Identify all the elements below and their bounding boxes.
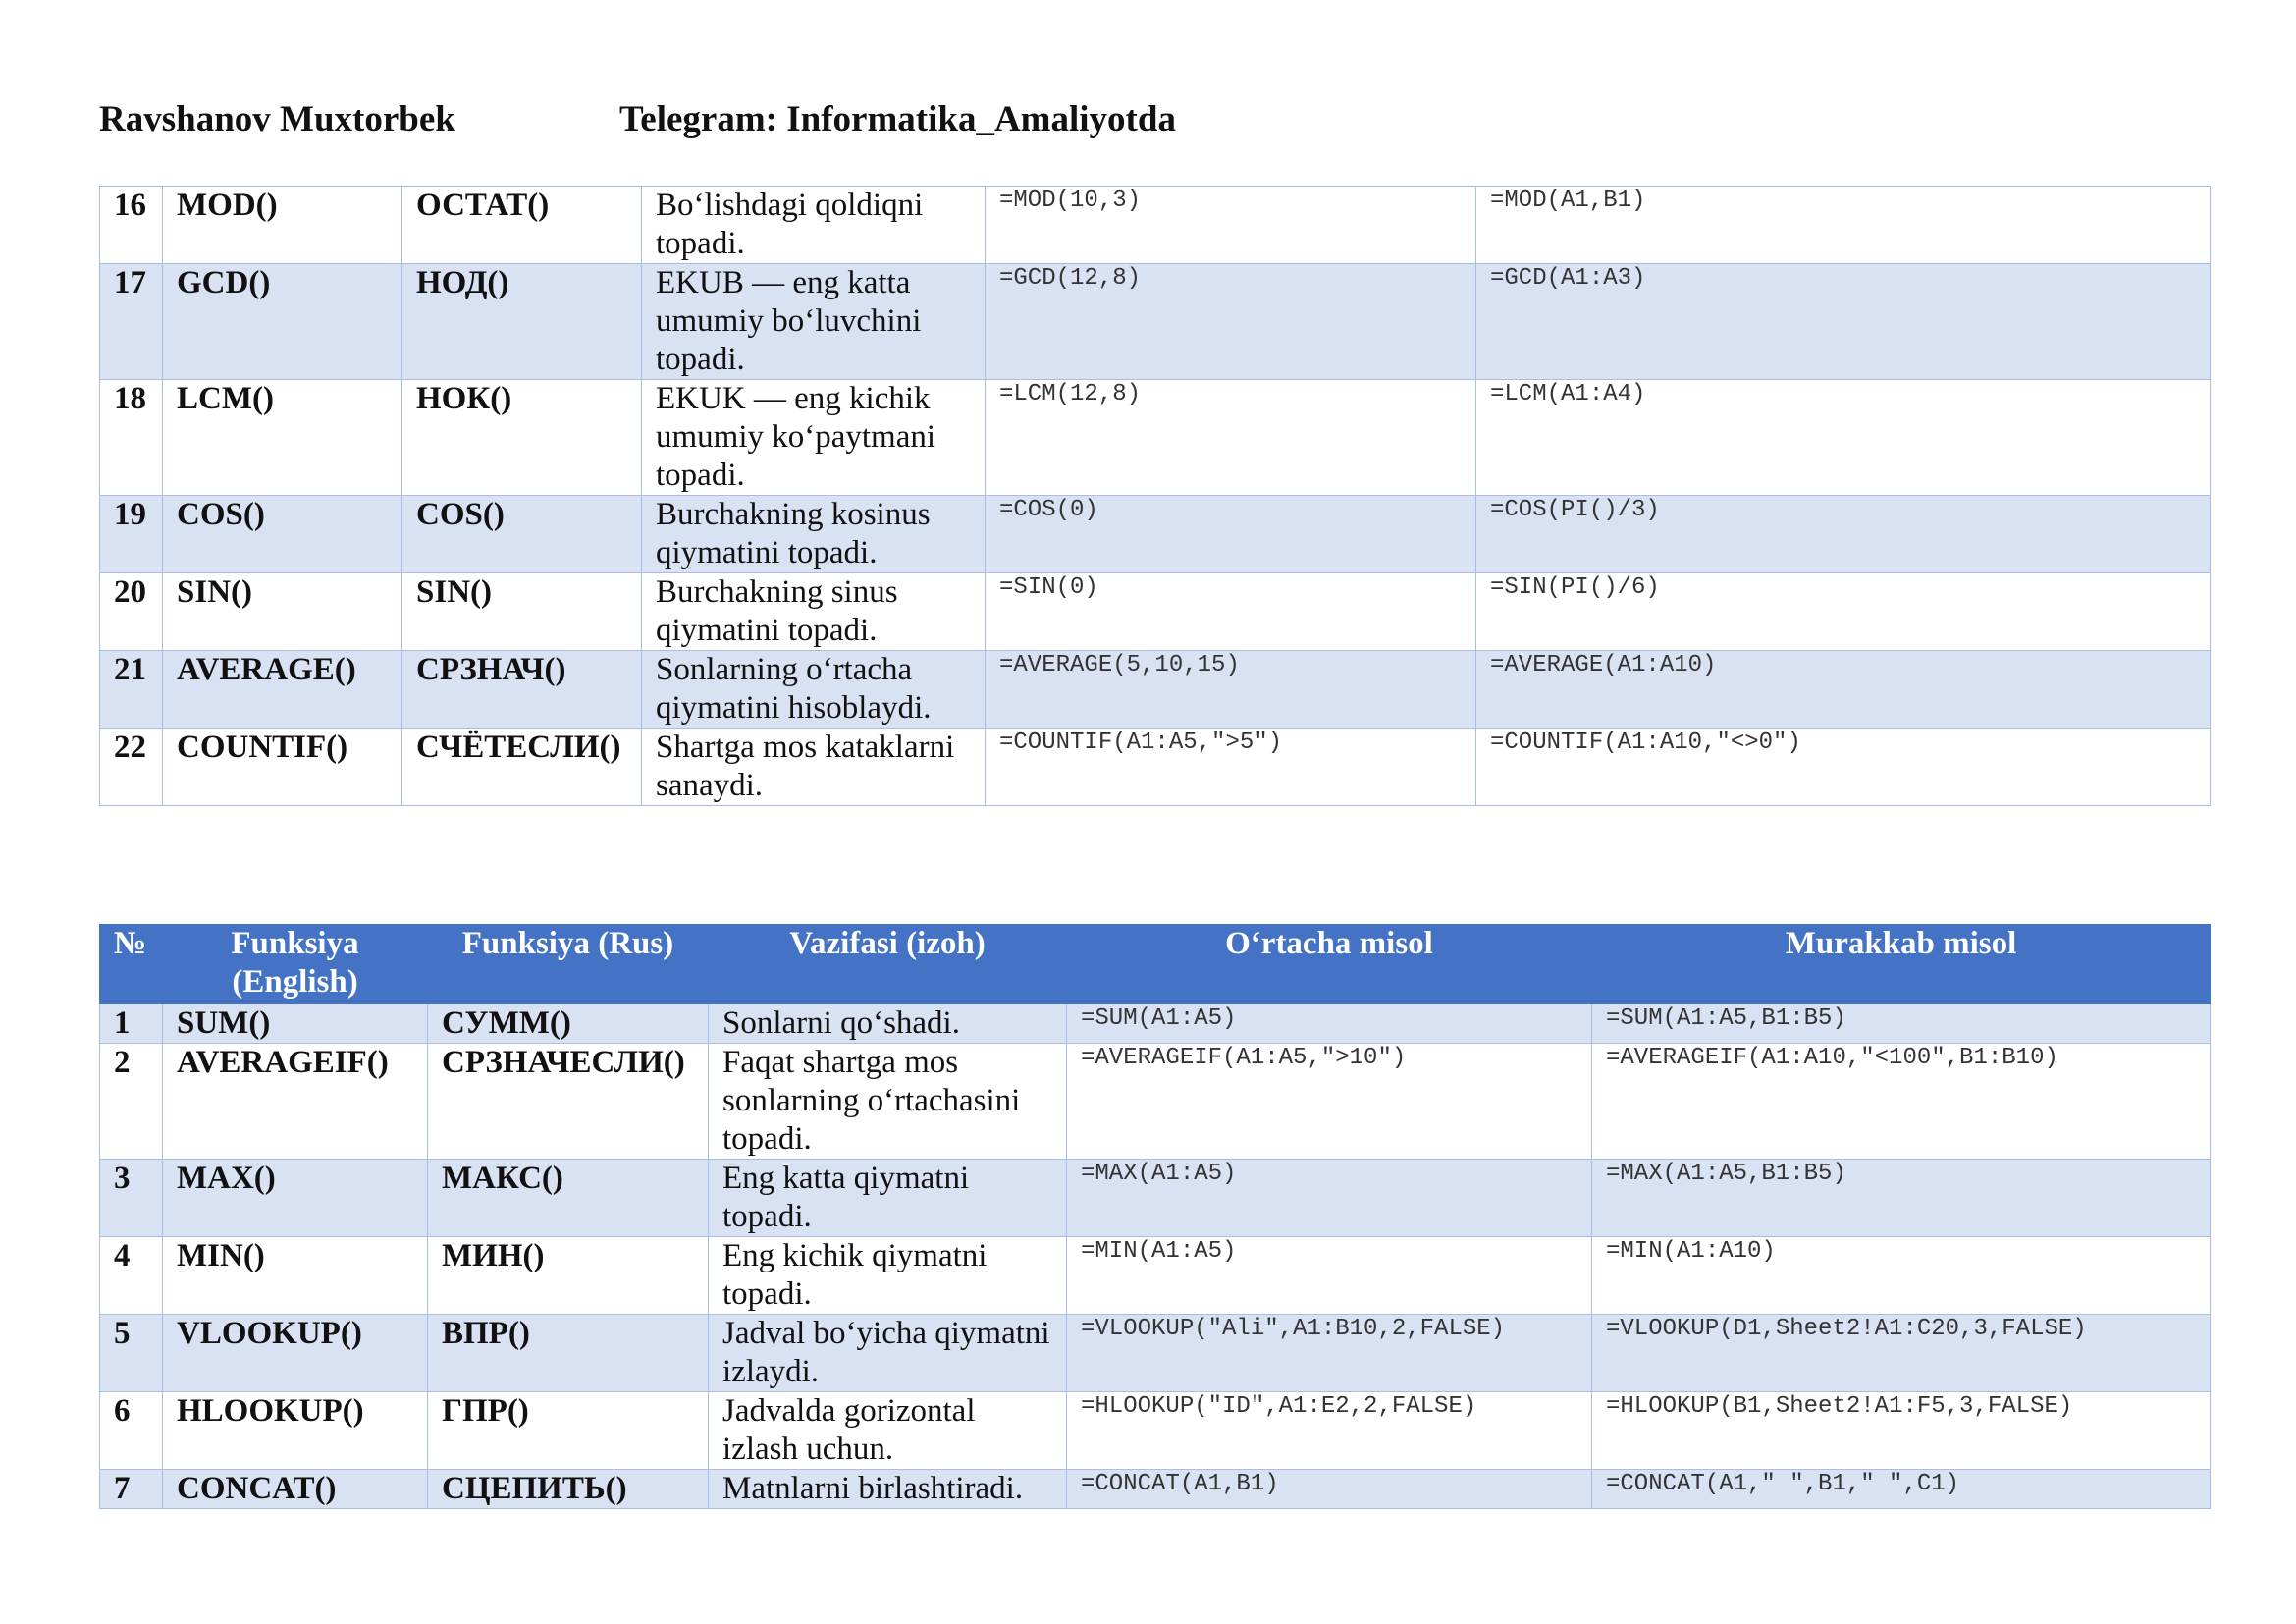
- complex-example: =MIN(A1:A10): [1592, 1237, 2211, 1315]
- table-row: [100, 1470, 2211, 1509]
- function-russian: COS(): [402, 496, 642, 573]
- complex-example: =COS(PI()/3): [1476, 496, 2211, 573]
- complex-example: =MAX(A1:A5,B1:B5): [1592, 1160, 2211, 1237]
- function-description: Sonlarni qo‘shadi.: [709, 1004, 1067, 1044]
- function-russian: СЧЁТЕСЛИ(): [402, 729, 642, 806]
- function-english: GCD(): [163, 264, 402, 380]
- function-russian: СЦЕПИТЬ(): [428, 1470, 709, 1509]
- function-english: MAX(): [163, 1160, 428, 1237]
- function-description: Sonlarning o‘rtacha qiymatini hisoblaydi.: [642, 651, 986, 729]
- row-number: 19: [100, 496, 163, 573]
- complex-example: =AVERAGEIF(A1:A10,"<100",B1:B10): [1592, 1044, 2211, 1160]
- function-russian: МАКС(): [428, 1160, 709, 1237]
- complex-example: =CONCAT(A1," ",B1," ",C1): [1592, 1470, 2211, 1509]
- function-english: COUNTIF(): [163, 729, 402, 806]
- function-russian: ВПР(): [428, 1315, 709, 1392]
- function-description: Eng kichik qiymatni topadi.: [709, 1237, 1067, 1315]
- complex-example: =SIN(PI()/6): [1476, 573, 2211, 651]
- function-description: Faqat shartga mos sonlarning o‘rtachasini topadi.: [709, 1044, 1067, 1160]
- table-row: [100, 496, 2211, 573]
- row-number: 7: [100, 1470, 163, 1509]
- functions-table: [99, 924, 2211, 1509]
- complex-example: =LCM(A1:A4): [1476, 380, 2211, 496]
- row-number: 17: [100, 264, 163, 380]
- simple-example: =COS(0): [986, 496, 1476, 573]
- simple-example: =VLOOKUP("Ali",A1:B10,2,FALSE): [1067, 1315, 1592, 1392]
- table-row: [100, 1392, 2211, 1470]
- row-number: 22: [100, 729, 163, 806]
- row-number: 5: [100, 1315, 163, 1392]
- complex-example: =MOD(A1,B1): [1476, 187, 2211, 264]
- function-description: Shartga mos kataklarni sanaydi.: [642, 729, 986, 806]
- function-russian: МИН(): [428, 1237, 709, 1315]
- function-description: EKUB — eng katta umumiy bo‘luvchini topadi.: [642, 264, 986, 380]
- header-function-russian: Funksiya (Rus): [428, 925, 709, 1004]
- row-number: 2: [100, 1044, 163, 1160]
- function-russian: SIN(): [402, 573, 642, 651]
- row-number: 18: [100, 380, 163, 496]
- telegram-channel: Telegram: Informatika_Amaliyotda: [619, 99, 1176, 139]
- row-number: 1: [100, 1004, 163, 1044]
- function-russian: НОК(): [402, 380, 642, 496]
- function-description: Eng katta qiymatni topadi.: [709, 1160, 1067, 1237]
- complex-example: =GCD(A1:A3): [1476, 264, 2211, 380]
- function-russian: ГПР(): [428, 1392, 709, 1470]
- author-name: Ravshanov Muxtorbek: [99, 99, 455, 139]
- function-english: AVERAGE(): [163, 651, 402, 729]
- function-description: Bo‘lishdagi qoldiqni topadi.: [642, 187, 986, 264]
- table-row: [100, 1315, 2211, 1392]
- complex-example: =AVERAGE(A1:A10): [1476, 651, 2211, 729]
- simple-example: =GCD(12,8): [986, 264, 1476, 380]
- row-number: 3: [100, 1160, 163, 1237]
- function-english: CONCAT(): [163, 1470, 428, 1509]
- table-row: [100, 1160, 2211, 1237]
- complex-example: =VLOOKUP(D1,Sheet2!A1:C20,3,FALSE): [1592, 1315, 2211, 1392]
- function-english: HLOOKUP(): [163, 1392, 428, 1470]
- header-simple-example: O‘rtacha misol: [1067, 925, 1592, 1004]
- function-description: EKUK — eng kichik umumiy ko‘paytmani topadi.: [642, 380, 986, 496]
- simple-example: =AVERAGEIF(A1:A5,">10"): [1067, 1044, 1592, 1160]
- row-number: 21: [100, 651, 163, 729]
- simple-example: =CONCAT(A1,B1): [1067, 1470, 1592, 1509]
- table-row: [100, 380, 2211, 496]
- function-english: AVERAGEIF(): [163, 1044, 428, 1160]
- complex-example: =SUM(A1:A5,B1:B5): [1592, 1004, 2211, 1044]
- functions-table-continued: [99, 186, 2211, 806]
- simple-example: =MOD(10,3): [986, 187, 1476, 264]
- table-header-row: [100, 925, 2211, 1004]
- table-row: [100, 264, 2211, 380]
- simple-example: =LCM(12,8): [986, 380, 1476, 496]
- function-english: VLOOKUP(): [163, 1315, 428, 1392]
- table-row: [100, 1004, 2211, 1044]
- row-number: 4: [100, 1237, 163, 1315]
- simple-example: =HLOOKUP("ID",A1:E2,2,FALSE): [1067, 1392, 1592, 1470]
- table-row: [100, 1044, 2211, 1160]
- table-row: [100, 729, 2211, 806]
- table-row: [100, 187, 2211, 264]
- table-row: [100, 1237, 2211, 1315]
- function-english: SIN(): [163, 573, 402, 651]
- function-description: Burchakning kosinus qiymatini topadi.: [642, 496, 986, 573]
- function-description: Burchakning sinus qiymatini topadi.: [642, 573, 986, 651]
- function-russian: СРЗНАЧЕСЛИ(): [428, 1044, 709, 1160]
- row-number: 20: [100, 573, 163, 651]
- table-row: [100, 573, 2211, 651]
- simple-example: =SUM(A1:A5): [1067, 1004, 1592, 1044]
- table-row: [100, 651, 2211, 729]
- complex-example: =COUNTIF(A1:A10,"<>0"): [1476, 729, 2211, 806]
- simple-example: =MAX(A1:A5): [1067, 1160, 1592, 1237]
- simple-example: =MIN(A1:A5): [1067, 1237, 1592, 1315]
- function-english: SUM(): [163, 1004, 428, 1044]
- simple-example: =COUNTIF(A1:A5,">5"): [986, 729, 1476, 806]
- function-english: MIN(): [163, 1237, 428, 1315]
- function-russian: СУММ(): [428, 1004, 709, 1044]
- function-russian: НОД(): [402, 264, 642, 380]
- header-description: Vazifasi (izoh): [709, 925, 1067, 1004]
- simple-example: =SIN(0): [986, 573, 1476, 651]
- header-function-english: Funksiya (English): [163, 925, 428, 1004]
- function-russian: ОСТАТ(): [402, 187, 642, 264]
- function-english: MOD(): [163, 187, 402, 264]
- row-number: 6: [100, 1392, 163, 1470]
- function-description: Jadvalda gorizontal izlash uchun.: [709, 1392, 1067, 1470]
- function-description: Matnlarni birlashtiradi.: [709, 1470, 1067, 1509]
- header-number: №: [100, 925, 163, 1004]
- complex-example: =HLOOKUP(B1,Sheet2!A1:F5,3,FALSE): [1592, 1392, 2211, 1470]
- row-number: 16: [100, 187, 163, 264]
- function-english: COS(): [163, 496, 402, 573]
- function-english: LCM(): [163, 380, 402, 496]
- header-complex-example: Murakkab misol: [1592, 925, 2211, 1004]
- simple-example: =AVERAGE(5,10,15): [986, 651, 1476, 729]
- function-description: Jadval bo‘yicha qiymatni izlaydi.: [709, 1315, 1067, 1392]
- function-russian: СРЗНАЧ(): [402, 651, 642, 729]
